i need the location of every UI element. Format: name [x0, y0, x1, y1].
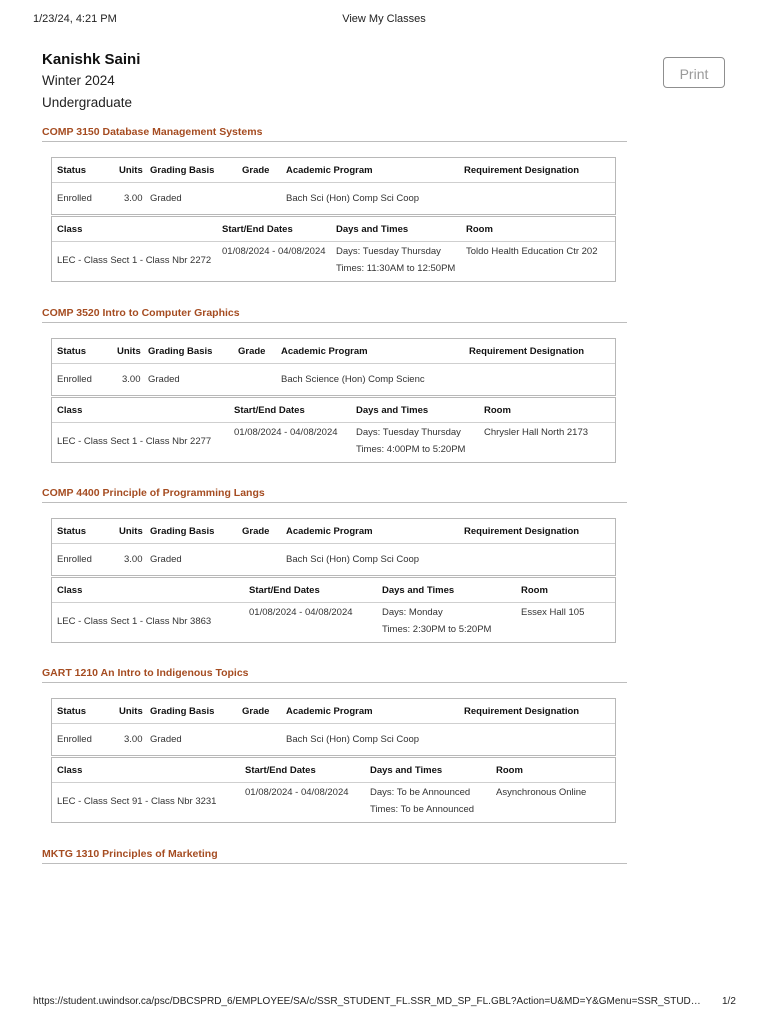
grade-header: Grade: [242, 706, 270, 717]
enrollment-row: [52, 364, 615, 395]
status-header: Status: [57, 706, 87, 717]
times-value: Times: 4:00PM to 5:20PM: [356, 444, 466, 455]
grading-basis-value: Graded: [150, 734, 182, 745]
course-section: [42, 487, 627, 635]
room-value: Toldo Health Education Ctr 202: [466, 246, 598, 257]
enrollment-table: [51, 518, 616, 576]
class-header-row: [52, 578, 615, 603]
print-url: https://student.uwindsor.ca/psc/DBCSPRD_6/EMPLOYEE/SA/c/SSR_STUDENT_FL.SSR_MD_SP_FL.GBL?Action=U&MD=Y&GMenu=SSR_STUD…: [33, 996, 701, 1007]
status-value: Enrolled: [57, 734, 92, 745]
grading-basis-value: Graded: [148, 374, 180, 385]
academic-program-header: Academic Program: [286, 706, 373, 717]
enrollment-table: [51, 338, 616, 396]
grade-header: Grade: [238, 346, 266, 357]
units-header: Units: [119, 706, 143, 717]
enrollment-header-row: [52, 158, 615, 183]
class-table: [51, 757, 616, 823]
class-value: LEC - Class Sect 1 - Class Nbr 2277: [57, 436, 212, 447]
grade-header: Grade: [242, 526, 270, 537]
room-value: Essex Hall 105: [521, 607, 585, 618]
academic-program-header: Academic Program: [286, 165, 373, 176]
dates-value: 01/08/2024 - 04/08/2024: [234, 427, 338, 438]
enrollment-header-row: [52, 699, 615, 724]
grading-basis-header: Grading Basis: [150, 165, 215, 176]
enrollment-table: [51, 157, 616, 215]
print-page-number: 1/2: [722, 996, 736, 1007]
enrollment-header-row: [52, 339, 615, 364]
units-value: 3.00: [122, 374, 141, 385]
grade-header: Grade: [242, 165, 270, 176]
status-header: Status: [57, 346, 87, 357]
enrollment-table: [51, 698, 616, 756]
days-times-header: Days and Times: [382, 585, 455, 596]
requirement-designation-header: Requirement Designation: [469, 346, 585, 357]
dates-header: Start/End Dates: [245, 765, 316, 776]
academic-program-header: Academic Program: [281, 346, 368, 357]
class-header-row: [52, 758, 615, 783]
course-title[interactable]: MKTG 1310 Principles of Marketing: [42, 848, 627, 864]
class-row: [52, 242, 615, 281]
room-value: Asynchronous Online: [496, 787, 587, 798]
room-value: Chrysler Hall North 2173: [484, 427, 589, 438]
requirement-designation-header: Requirement Designation: [464, 706, 580, 717]
grading-basis-value: Graded: [150, 193, 182, 204]
academic-program-value: Bach Sci (Hon) Comp Sci Coop: [286, 734, 420, 745]
class-row: [52, 603, 615, 642]
room-header: Room: [466, 224, 493, 235]
class-row: [52, 423, 615, 462]
times-value: Times: 11:30AM to 12:50PM: [336, 263, 456, 274]
room-header: Room: [496, 765, 523, 776]
times-value: Times: 2:30PM to 5:20PM: [382, 624, 492, 635]
dates-value: 01/08/2024 - 04/08/2024: [245, 787, 349, 798]
class-table: [51, 577, 616, 643]
units-value: 3.00: [124, 193, 143, 204]
student-name: Kanishk Saini: [42, 51, 141, 68]
course-section: [42, 307, 627, 455]
class-table: [51, 216, 616, 282]
days-value: Days: Monday: [382, 607, 443, 618]
status-value: Enrolled: [57, 554, 92, 565]
grading-basis-header: Grading Basis: [150, 706, 215, 717]
enrollment-header-row: [52, 519, 615, 544]
enrollment-row: [52, 544, 615, 575]
requirement-designation-header: Requirement Designation: [464, 526, 580, 537]
status-value: Enrolled: [57, 193, 92, 204]
class-header: Class: [57, 765, 83, 776]
status-header: Status: [57, 165, 87, 176]
dates-value: 01/08/2024 - 04/08/2024: [222, 246, 326, 257]
student-info: [42, 50, 140, 114]
class-row: [52, 783, 615, 822]
days-times-header: Days and Times: [356, 405, 429, 416]
course-title[interactable]: COMP 3150 Database Management Systems: [42, 126, 627, 142]
term-label: Winter 2024: [42, 73, 115, 88]
academic-program-header: Academic Program: [286, 526, 373, 537]
days-times-header: Days and Times: [336, 224, 409, 235]
course-section: [42, 667, 627, 815]
print-page-title: View My Classes: [342, 13, 426, 25]
days-times-header: Days and Times: [370, 765, 443, 776]
grading-basis-header: Grading Basis: [148, 346, 213, 357]
class-value: LEC - Class Sect 1 - Class Nbr 3863: [57, 616, 212, 627]
grading-basis-header: Grading Basis: [150, 526, 215, 537]
class-value: LEC - Class Sect 91 - Class Nbr 3231: [57, 796, 217, 807]
course-title[interactable]: GART 1210 An Intro to Indigenous Topics: [42, 667, 627, 683]
course-title[interactable]: COMP 4400 Principle of Programming Langs: [42, 487, 627, 503]
course-title[interactable]: COMP 3520 Intro to Computer Graphics: [42, 307, 627, 323]
course-section: [42, 848, 627, 864]
room-header: Room: [521, 585, 548, 596]
dates-value: 01/08/2024 - 04/08/2024: [249, 607, 353, 618]
status-value: Enrolled: [57, 374, 92, 385]
course-section: [42, 126, 627, 274]
units-value: 3.00: [124, 734, 143, 745]
academic-program-value: Bach Science (Hon) Comp Scienc: [281, 374, 425, 385]
academic-program-value: Bach Sci (Hon) Comp Sci Coop: [286, 193, 420, 204]
times-value: Times: To be Announced: [370, 804, 475, 815]
units-header: Units: [119, 526, 143, 537]
units-value: 3.00: [124, 554, 143, 565]
dates-header: Start/End Dates: [234, 405, 305, 416]
class-header-row: [52, 217, 615, 242]
dates-header: Start/End Dates: [222, 224, 293, 235]
days-value: Days: Tuesday Thursday: [336, 246, 441, 257]
class-header: Class: [57, 224, 83, 235]
dates-header: Start/End Dates: [249, 585, 320, 596]
class-header: Class: [57, 405, 83, 416]
requirement-designation-header: Requirement Designation: [464, 165, 580, 176]
academic-program-value: Bach Sci (Hon) Comp Sci Coop: [286, 554, 420, 565]
status-header: Status: [57, 526, 87, 537]
class-value: LEC - Class Sect 1 - Class Nbr 2272: [57, 255, 212, 266]
enrollment-row: [52, 724, 615, 755]
enrollment-row: [52, 183, 615, 214]
class-header-row: [52, 398, 615, 423]
print-datetime: 1/23/24, 4:21 PM: [33, 13, 117, 25]
career-label: Undergraduate: [42, 95, 133, 110]
print-button[interactable]: Print: [663, 57, 725, 88]
units-header: Units: [119, 165, 143, 176]
grading-basis-value: Graded: [150, 554, 182, 565]
days-value: Days: Tuesday Thursday: [356, 427, 461, 438]
class-header: Class: [57, 585, 83, 596]
units-header: Units: [117, 346, 141, 357]
class-table: [51, 397, 616, 463]
days-value: Days: To be Announced: [370, 787, 471, 798]
room-header: Room: [484, 405, 511, 416]
